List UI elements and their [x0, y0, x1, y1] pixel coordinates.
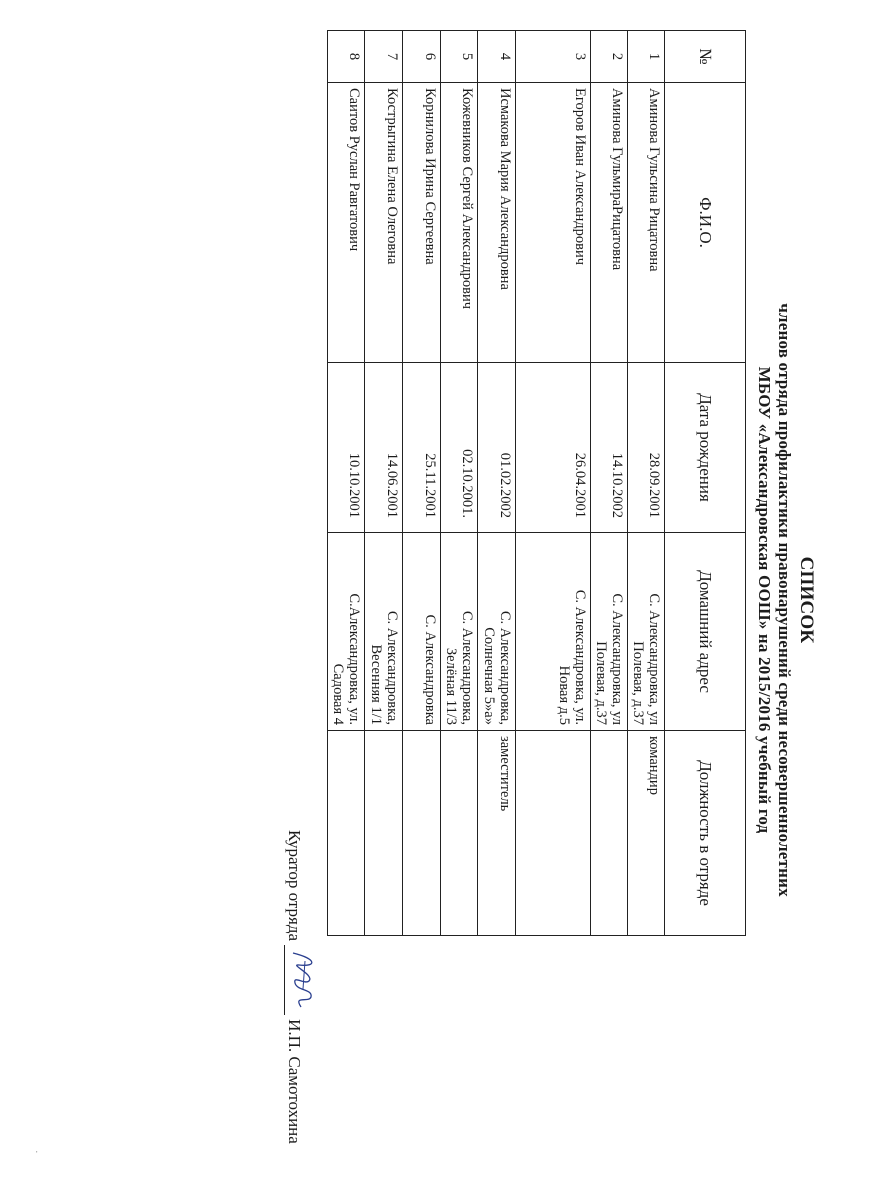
- table-row: [478, 31, 516, 936]
- scan-smudge-icon: ·: [30, 1150, 42, 1154]
- row-num: 5: [441, 31, 478, 83]
- curator-signature-line: [284, 830, 304, 1144]
- row-address: С. Александровка, Зелёная 11/3: [441, 533, 478, 731]
- row-role: [403, 731, 441, 936]
- row-address: С. Александровка, Солнечная 5»а»: [478, 533, 516, 731]
- row-name: Саитов Руслан Равгатович: [328, 83, 365, 363]
- row-dob: 14.10.2002: [591, 363, 628, 533]
- row-num: 6: [403, 31, 441, 83]
- row-num: 1: [628, 31, 665, 83]
- row-num: 4: [478, 31, 516, 83]
- col-header-dob: Дата рождения: [665, 363, 746, 533]
- table-row: [403, 31, 441, 936]
- row-dob: 02.10.2001.: [441, 363, 478, 533]
- row-role: [516, 731, 591, 936]
- document-subtitle-line2: МБОУ «Александровская ООШ» на 2015/2016 учебный год: [755, 366, 774, 834]
- table-row: [591, 31, 628, 936]
- row-address: С. Александровка, ул. Новая д.5: [516, 533, 591, 731]
- row-role: [328, 731, 365, 936]
- col-header-role: Должность в отряде: [665, 731, 746, 936]
- row-dob: 14.06.2001: [365, 363, 403, 533]
- row-name: Корнилова Ирина Сергеевна: [403, 83, 441, 363]
- signature-blank: [284, 945, 303, 1015]
- handwritten-signature-icon: [283, 945, 323, 1015]
- row-dob: 25.11.2001: [403, 363, 441, 533]
- row-address: С. Александровка, ул Полевая, д.37: [628, 533, 665, 731]
- row-dob: 10.10.2001: [328, 363, 365, 533]
- row-address: С.Александровка, ул. Садовая 4: [328, 533, 365, 731]
- table-row: [628, 31, 665, 936]
- table-row: [516, 31, 591, 936]
- row-name: Аминова Гульсина Рицатовна: [628, 83, 665, 363]
- row-num: 8: [328, 31, 365, 83]
- row-role: [365, 731, 403, 936]
- table-row: [328, 31, 365, 936]
- row-name: Исмакова Мария Александровна: [478, 83, 516, 363]
- curator-name: И.П. Самотохина: [285, 1019, 304, 1144]
- row-address: С. Александровка: [403, 533, 441, 731]
- row-dob: 01.02.2002: [478, 363, 516, 533]
- col-header-name: Ф.И.О.: [665, 83, 746, 363]
- row-name: Аминова ГульмираРицатовна: [591, 83, 628, 363]
- row-role: заместитель: [478, 731, 516, 936]
- table-row: [365, 31, 403, 936]
- row-address: С. Александровка, Весенняя 1/1: [365, 533, 403, 731]
- row-role: командир: [628, 731, 665, 936]
- row-name: Кожевников Сергей Александрович: [441, 83, 478, 363]
- row-dob: 28.09.2001: [628, 363, 665, 533]
- row-num: 3: [516, 31, 591, 83]
- document-subtitle-line1: членов отряда профилактики правонарушений среди несовершеннолетних: [775, 303, 794, 897]
- row-name: Кострыгина Елена Олеговна: [365, 83, 403, 363]
- row-dob: 26.04.2001: [516, 363, 591, 533]
- row-name: Егоров Иван Александрович: [516, 83, 591, 363]
- row-num: 7: [365, 31, 403, 83]
- col-header-address: Домашний адрес: [665, 533, 746, 731]
- curator-label: Куратор отряда: [285, 830, 304, 942]
- table-row: [441, 31, 478, 936]
- table-header-row: [665, 31, 746, 936]
- row-role: [441, 731, 478, 936]
- document-title: СПИСОК: [796, 556, 817, 644]
- row-num: 2: [591, 31, 628, 83]
- row-address: С. Александровка, ул Полевая, д.37: [591, 533, 628, 731]
- row-role: [591, 731, 628, 936]
- members-table: [327, 30, 746, 936]
- col-header-num: №: [665, 31, 746, 83]
